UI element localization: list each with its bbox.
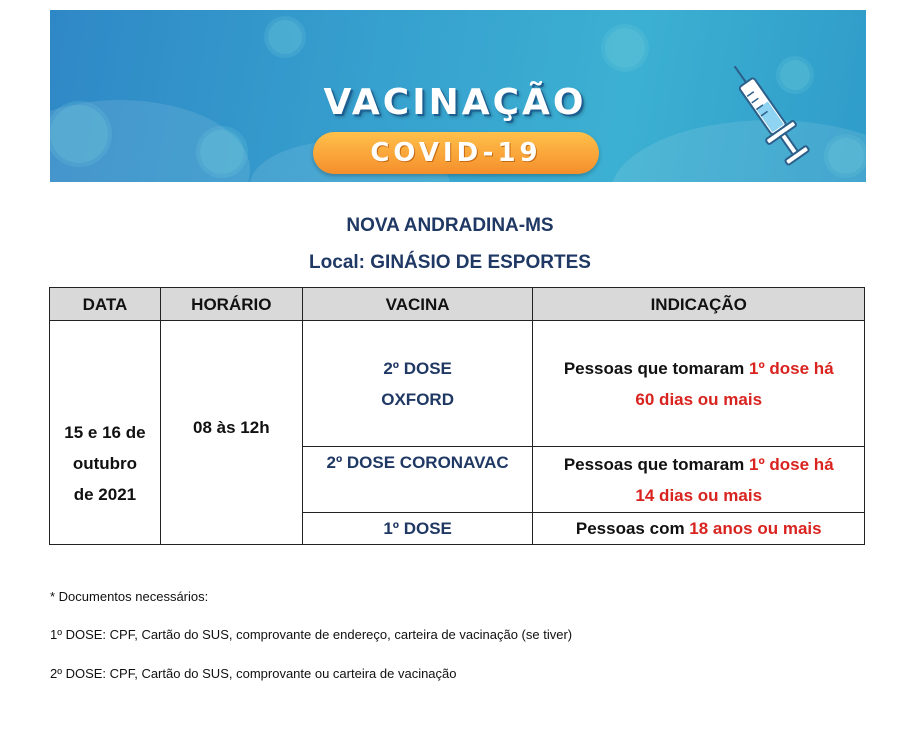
- indication-highlight: 18 anos ou mais: [689, 519, 822, 538]
- campaign-banner: [50, 10, 866, 182]
- indication-line-2: 60 dias ou mais: [635, 389, 763, 409]
- header-indicacao: INDICAÇÃO: [533, 288, 865, 321]
- indication-line-2: 14 dias ou mais: [635, 485, 763, 505]
- note-second-dose: 2º DOSE: CPF, Cartão do SUS, comprovante ou carteira de vacinação: [50, 666, 457, 681]
- header-horario: HORÁRIO: [160, 288, 302, 321]
- virus-icon: [268, 20, 302, 54]
- vaccine-cell: [302, 513, 533, 545]
- header-vacina: VACINA: [302, 288, 533, 321]
- indication-cell: [533, 447, 865, 513]
- table-row: [50, 321, 865, 447]
- note-first-dose: 1º DOSE: CPF, Cartão do SUS, comprovante de endereço, carteira de vacinação (se tiver): [50, 627, 573, 642]
- vaccine-line: OXFORD: [381, 389, 454, 409]
- time-text: 08 às 12h: [193, 418, 270, 437]
- syringe-icon: [718, 66, 828, 176]
- virus-icon: [605, 28, 645, 68]
- date-cell: [50, 321, 161, 545]
- date-line: de 2021: [73, 485, 137, 504]
- vaccine-line: 2º DOSE: [383, 358, 452, 378]
- indication-prefix: Pessoas com: [575, 519, 690, 538]
- indication-cell: [533, 513, 865, 545]
- banner-title: VACINAÇÃO: [323, 82, 587, 123]
- indication-highlight: 1º dose há: [749, 454, 834, 474]
- virus-icon: [200, 130, 244, 174]
- city-title: NOVA ANDRADINA-MS: [346, 215, 554, 236]
- notes-header: * Documentos necessários:: [50, 589, 209, 604]
- vaccine-line: 1º DOSE: [383, 519, 452, 538]
- indication-prefix: Pessoas que tomaram: [563, 454, 750, 474]
- header-data: DATA: [50, 288, 161, 321]
- indication-line: [533, 353, 864, 384]
- indication-highlight: 1º dose há: [749, 358, 834, 378]
- indication-line: [533, 449, 864, 480]
- schedule-table: [49, 287, 865, 545]
- date-line: 15 e 16 de: [64, 423, 146, 442]
- date-line: outubro: [72, 454, 138, 473]
- indication-prefix: Pessoas que tomaram: [563, 358, 750, 378]
- banner-subtitle: COVID-19: [370, 138, 542, 168]
- vaccine-line: 2º DOSE CORONAVAC: [326, 453, 509, 472]
- time-cell: [160, 321, 302, 545]
- virus-icon: [50, 105, 108, 163]
- table-header-row: [50, 288, 865, 321]
- vaccine-cell: [302, 321, 533, 447]
- location-title: Local: GINÁSIO DE ESPORTES: [309, 252, 591, 273]
- indication-cell: [533, 321, 865, 447]
- banner-pill: [313, 132, 599, 174]
- vaccine-cell: [302, 447, 533, 513]
- virus-icon: [828, 138, 864, 174]
